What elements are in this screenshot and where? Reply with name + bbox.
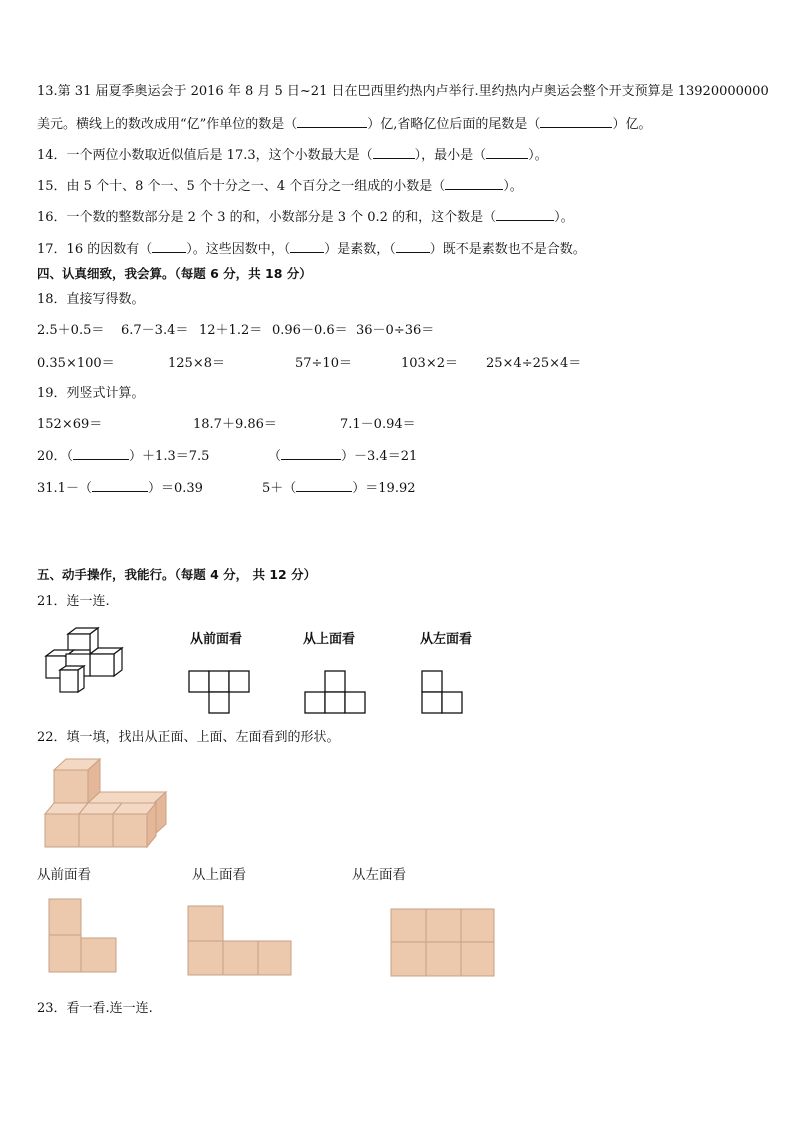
question-14: 14．一个两位小数取近似值后是 17.3，这个小数最大是（ ），最小是（ ）。 [37,148,548,163]
calc-item: 57÷10＝ [295,356,352,371]
question-20-b: （ ）－3.4＝21 [268,449,418,464]
answer-blank[interactable] [396,240,430,253]
q21-shape-inverted-t[interactable] [304,670,366,714]
calc-item: 0.35×100＝ [37,356,115,371]
answer-blank[interactable] [290,240,324,253]
answer-blank[interactable] [281,447,341,460]
answer-blank[interactable] [496,208,554,221]
question-22-title: 22．填一填，找出从正面、上面、左面看到的形状。 [37,730,340,745]
answer-blank[interactable] [540,115,612,128]
calc-item: 36－0÷36＝ [356,323,435,338]
question-20-d: 5＋（ ）＝19.92 [262,481,416,496]
question-15: 15．由 5 个十、8 个一、5 个十分之一、4 个百分之一组成的小数是（ ）。 [37,179,523,194]
vertical-calc-item: 18.7＋9.86＝ [193,417,277,432]
question-13-line-1: 13.第 31 届夏季奥运会于 2016 年 8 月 5 日~21 日在巴西里约热内卢举行.里约热内卢奥运会整个开支预算是 13920000000 [37,84,769,99]
calc-item: 103×2＝ [401,356,458,371]
q22-shape-left[interactable] [390,908,496,978]
answer-blank[interactable] [486,146,528,159]
q22-cube-figure [44,758,166,848]
calc-item: 125×8＝ [168,356,225,371]
question-17: 17．16 的因数有（ ）。这些因数中，（ ）是素数，（ ）既不是素数也不是合数。 [37,242,586,257]
q22-view-label-left: 从左面看 [352,867,406,883]
q21-view-label-top: 从上面看 [303,632,356,647]
question-13-line-2: 美元。横线上的数改成用“亿”作单位的数是（ ）亿,省略亿位后面的尾数是（ ）亿。 [37,117,652,132]
answer-blank[interactable] [296,479,352,492]
q21-cube-figure [44,626,126,694]
question-20-c: 31.1－（ ）＝0.39 [37,481,203,496]
answer-blank[interactable] [297,115,367,128]
vertical-calc-item: 152×69＝ [37,417,103,432]
q22-shape-top[interactable] [187,905,293,977]
calc-item: 25×4÷25×4＝ [486,356,582,371]
q22-view-label-front: 从前面看 [37,867,91,883]
answer-blank[interactable] [92,479,148,492]
q21-view-label-front: 从前面看 [190,632,243,647]
question-20-a: 20．（ ）＋1.3＝7.5 [37,449,210,464]
question-18-title: 18．直接写得数。 [37,292,145,307]
calc-item: 2.5＋0.5＝ [37,323,105,338]
calc-item: 12＋1.2＝ [199,323,263,338]
q22-shape-front[interactable] [48,898,118,974]
calc-item: 6.7－3.4＝ [121,323,189,338]
q22-view-label-top: 从上面看 [192,867,246,883]
q21-view-label-left: 从左面看 [420,632,473,647]
question-19-title: 19．列竖式计算。 [37,386,145,401]
answer-blank[interactable] [152,240,186,253]
question-16: 16．一个数的整数部分是 2 个 3 的和，小数部分是 3 个 0.2 的和，这个数是（ ）。 [37,210,574,225]
calc-item: 0.96－0.6＝ [272,323,348,338]
q21-shape-l[interactable] [421,670,463,714]
question-23-title: 23．看一看.连一连. [37,1001,153,1016]
vertical-calc-item: 7.1－0.94＝ [340,417,416,432]
q21-shape-t[interactable] [188,670,250,714]
answer-blank[interactable] [73,447,129,460]
question-21-title: 21．连一连. [37,594,110,609]
section-5-heading: 五、动手操作，我能行。（每题 4 分， 共 12 分） [37,567,317,582]
answer-blank[interactable] [373,146,415,159]
answer-blank[interactable] [445,177,503,190]
section-4-heading: 四、认真细致，我会算。（每题 6 分，共 18 分） [37,266,312,281]
